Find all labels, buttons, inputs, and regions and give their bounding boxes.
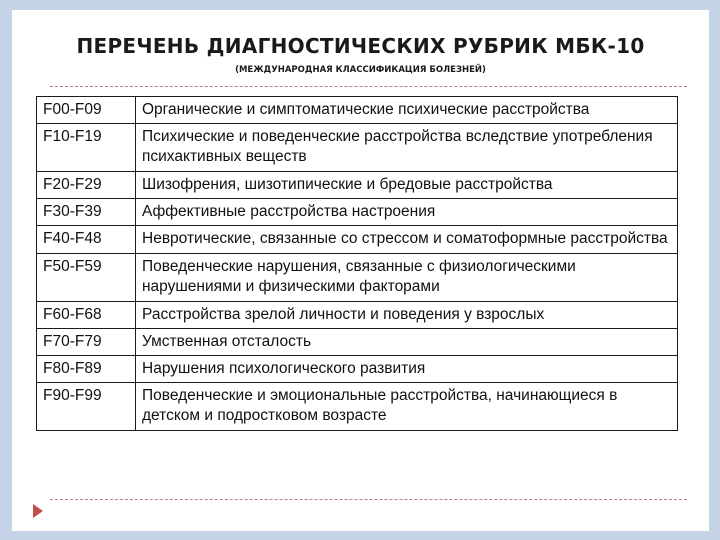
table-row bbox=[37, 302, 678, 329]
rubric-code: F80-F89 bbox=[37, 356, 136, 383]
rubric-description: Поведенческие и эмоциональные расстройства, начинающиеся в детском и подростковом возрасте bbox=[136, 383, 678, 431]
rubric-code: F50-F59 bbox=[37, 254, 136, 302]
table-row bbox=[37, 124, 678, 172]
rubric-description: Органические и симптоматические психические расстройства bbox=[136, 97, 678, 124]
rubric-code: F00-F09 bbox=[37, 97, 136, 124]
table-row bbox=[37, 383, 678, 431]
rubric-description: Поведенческие нарушения, связанные с физиологическими нарушениями и физическими факторами bbox=[136, 254, 678, 302]
rubric-code: F40-F48 bbox=[37, 226, 136, 254]
rubric-description: Аффективные расстройства настроения bbox=[136, 199, 678, 226]
rubric-description: Расстройства зрелой личности и поведения у взрослых bbox=[136, 302, 678, 329]
rubric-description: Шизофрения, шизотипические и бредовые расстройства bbox=[136, 172, 678, 199]
rubric-description: Умственная отсталость bbox=[136, 329, 678, 356]
rubric-code: F70-F79 bbox=[37, 329, 136, 356]
rubric-code: F10-F19 bbox=[37, 124, 136, 172]
rubric-description: Нарушения психологического развития bbox=[136, 356, 678, 383]
page-subtitle: (МЕЖДУНАРОДНАЯ КЛАССИФИКАЦИЯ БОЛЕЗНЕЙ) bbox=[235, 65, 486, 75]
slide bbox=[12, 10, 709, 531]
table-row bbox=[37, 254, 678, 302]
table-row bbox=[37, 356, 678, 383]
rubric-description: Психические и поведенческие расстройства вследствие употребления психактивных веществ bbox=[136, 124, 678, 172]
rubric-code: F60-F68 bbox=[37, 302, 136, 329]
bottom-divider bbox=[50, 499, 687, 500]
table-row bbox=[37, 97, 678, 124]
rubric-code: F20-F29 bbox=[37, 172, 136, 199]
table-row bbox=[37, 172, 678, 199]
table-row bbox=[37, 329, 678, 356]
rubric-code: F30-F39 bbox=[37, 199, 136, 226]
rubrics-table bbox=[36, 96, 678, 431]
rubric-description: Невротические, связанные со стрессом и соматоформные расстройства bbox=[136, 226, 678, 254]
table-row bbox=[37, 199, 678, 226]
rubric-code: F90-F99 bbox=[37, 383, 136, 431]
play-arrow-icon bbox=[33, 504, 43, 518]
top-divider bbox=[50, 86, 687, 87]
table-row bbox=[37, 226, 678, 254]
page-title: ПЕРЕЧЕНЬ ДИАГНОСТИЧЕСКИХ РУБРИК МБК-10 bbox=[76, 34, 645, 58]
